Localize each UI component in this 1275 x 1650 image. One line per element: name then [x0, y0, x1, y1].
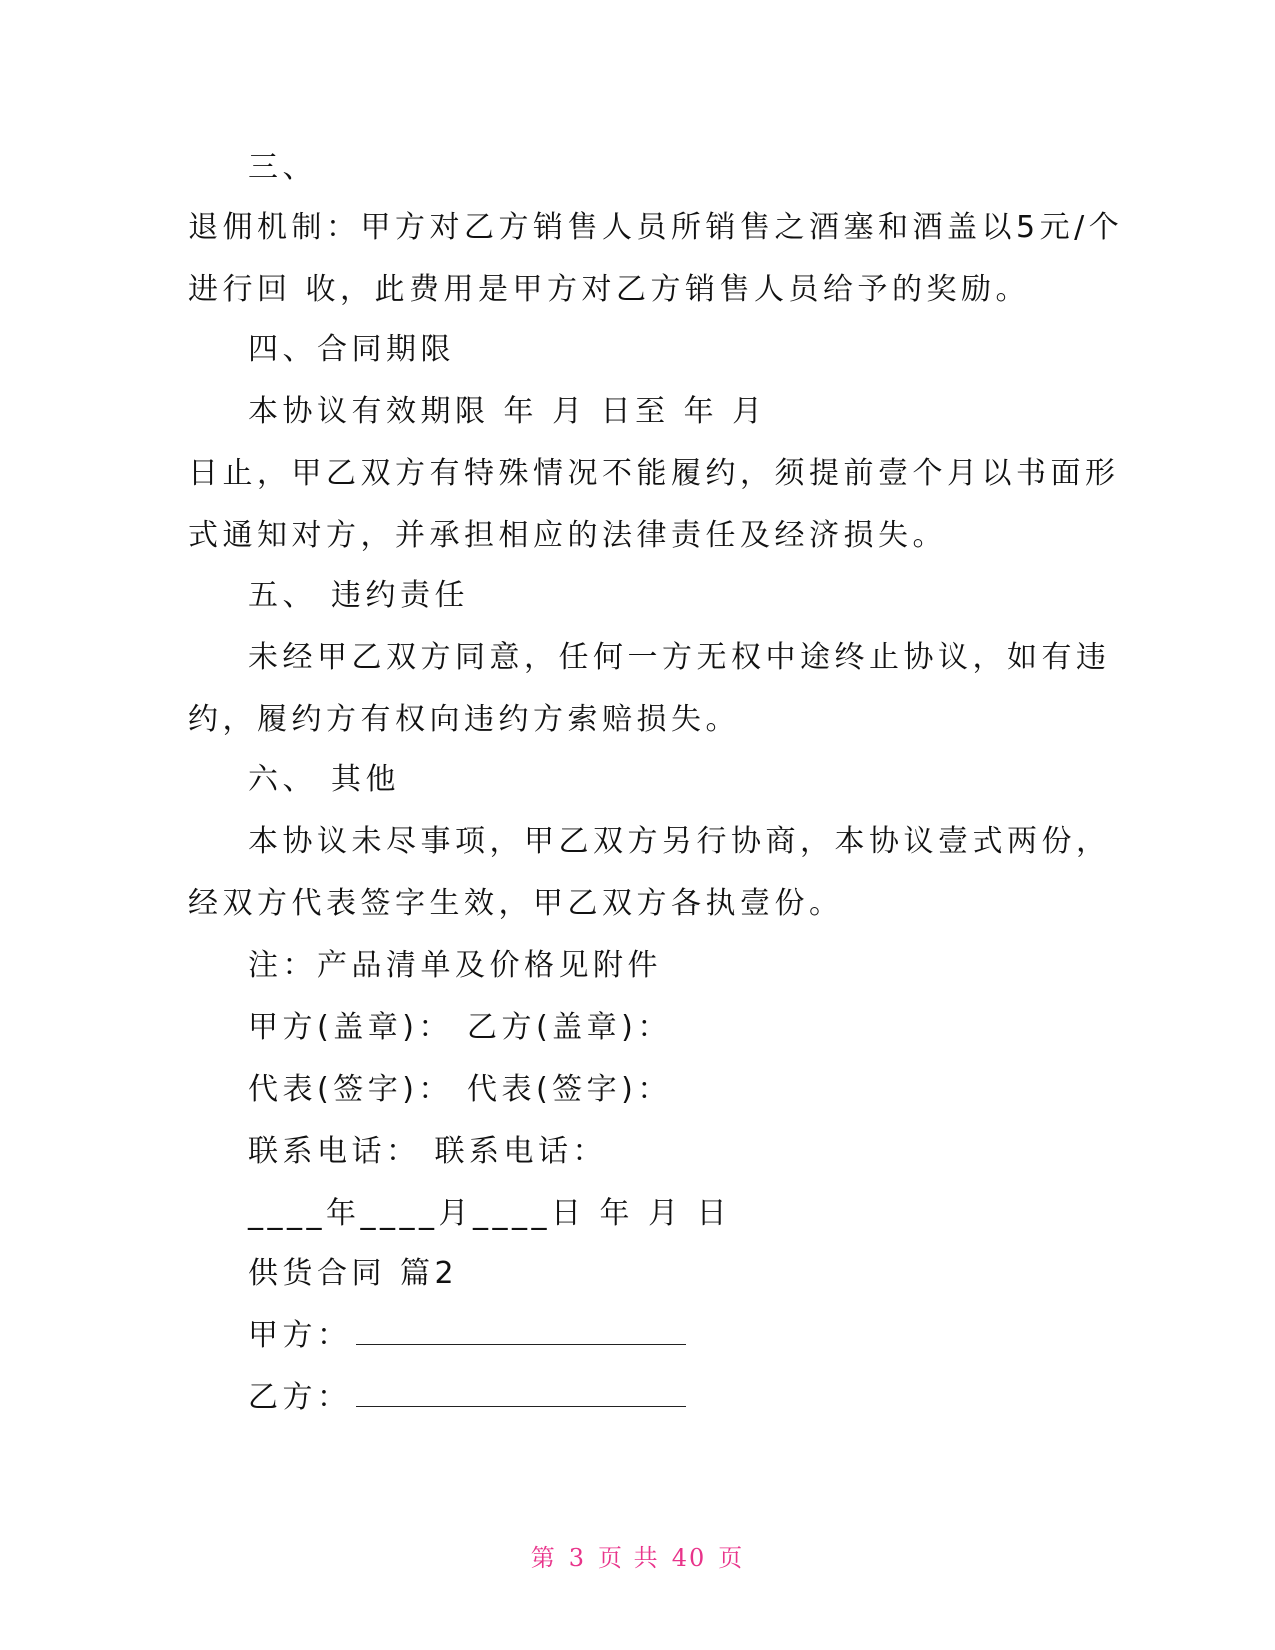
paragraph-term-line2: 日止，甲乙双方有特殊情况不能履约，须提前壹个月以书面形: [188, 456, 1120, 491]
party-b-label: 乙方：: [248, 1380, 352, 1415]
party-b-line: [248, 1380, 686, 1416]
date-line: ____年____月____日 年 月 日: [248, 1196, 732, 1231]
paragraph-term-line3: 式通知对方，并承担相应的法律责任及经济损失。: [188, 518, 947, 553]
party-a-blank: [356, 1320, 686, 1345]
footer-mid: 页 共: [598, 1544, 660, 1572]
section-three-heading: 三、: [248, 150, 317, 185]
party-b-blank: [356, 1382, 686, 1407]
paragraph-other-line1: 本协议未尽事项，甲乙双方另行协商，本协议壹式两份，: [248, 824, 1111, 859]
footer-suffix: 页: [718, 1544, 745, 1572]
paragraph-commission-line2: 进行回 收，此费用是甲方对乙方销售人员给予的奖励。: [188, 272, 1031, 307]
party-a-line: [248, 1318, 686, 1354]
contract-two-title: 供货合同 篇2: [248, 1256, 459, 1291]
paragraph-other-line2: 经双方代表签字生效，甲乙双方各执壹份。: [188, 886, 844, 921]
section-six-heading: 六、 其他: [248, 762, 401, 797]
note-attachment: 注：产品清单及价格见附件: [248, 948, 662, 983]
page-footer: [0, 1538, 1275, 1573]
paragraph-term-line1: 本协议有效期限 年 月 日至 年 月: [248, 394, 767, 429]
section-four-heading: 四、合同期限: [248, 332, 455, 367]
paragraph-breach-line2: 约，履约方有权向违约方索赔损失。: [188, 702, 740, 737]
section-five-heading: 五、 违约责任: [248, 578, 470, 613]
footer-page-current: 3: [568, 1544, 587, 1572]
signature-line: 代表(签字)： 代表(签字)：: [248, 1072, 672, 1107]
footer-prefix: 第: [530, 1544, 557, 1572]
party-a-label: 甲方：: [248, 1318, 352, 1353]
paragraph-breach-line1: 未经甲乙双方同意，任何一方无权中途终止协议，如有违: [248, 640, 1111, 675]
seal-line: 甲方(盖章)： 乙方(盖章)：: [248, 1010, 672, 1045]
paragraph-commission-line1: 退佣机制：甲方对乙方销售人员所销售之酒塞和酒盖以5元/个: [188, 210, 1124, 245]
footer-page-total: 40: [671, 1544, 707, 1572]
phone-line: 联系电话： 联系电话：: [248, 1134, 608, 1169]
